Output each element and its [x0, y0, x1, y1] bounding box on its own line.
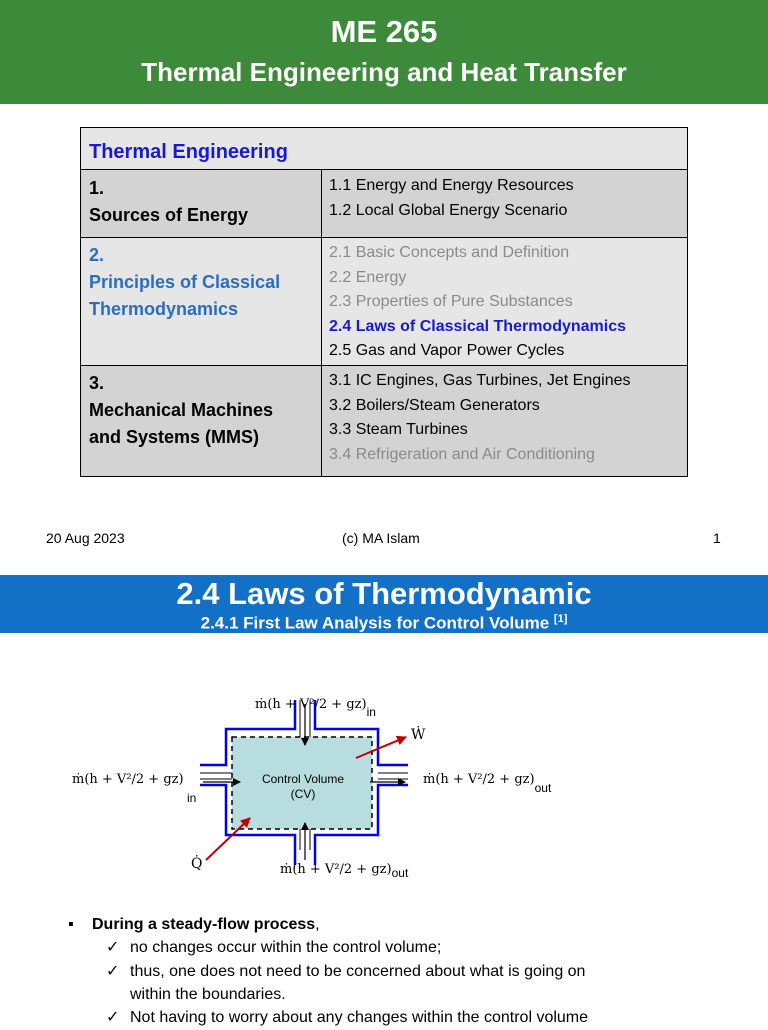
- topics-cell: [322, 366, 687, 477]
- flow-term-out-bottom: ṁ(h + V²/2 + gz)out: [280, 862, 409, 880]
- section-title: Thermodynamics: [89, 299, 239, 319]
- section-cell: [81, 366, 322, 477]
- flow-term-in-top: ṁ(h + V²/2 + gz)in: [255, 697, 376, 719]
- slide1-header: [0, 0, 768, 104]
- reference-marker: [1]: [553, 613, 568, 625]
- slide2-title: 2.4 Laws of Thermodynamic: [176, 576, 592, 611]
- table-header-row: [81, 128, 687, 170]
- check-item: no changes occur within the control volume;: [130, 939, 442, 956]
- section-number: 1.: [89, 178, 105, 198]
- topic-item: 1.1 Energy and Energy Resources: [329, 177, 574, 194]
- check-item: thus, one does not need to be concerned about what is going on: [130, 963, 586, 980]
- topic-item-current: 2.4 Laws of Classical Thermodynamics: [329, 317, 627, 335]
- section-title: Mechanical Machines: [89, 400, 274, 420]
- check-icon: ✓: [106, 1009, 120, 1026]
- flow-term-in-left-sub: in: [187, 791, 197, 805]
- flow-term-out-right: ṁ(h + V²/2 + gz)out: [423, 772, 552, 795]
- page-number: 1: [713, 530, 721, 546]
- slide2-header: [0, 575, 768, 633]
- topic-item: 3.3 Steam Turbines: [329, 421, 468, 438]
- course-code: ME 265: [330, 14, 438, 49]
- section-title: Principles of Classical: [89, 272, 281, 292]
- topics-cell: [322, 170, 687, 237]
- topic-item: 3.2 Boilers/Steam Generators: [329, 396, 540, 414]
- cv-label: Control Volume (CV): [261, 772, 345, 801]
- outline-table: [80, 127, 688, 477]
- heat-rate-symbol: Q̇: [191, 856, 203, 872]
- section-number: 2.: [89, 245, 105, 265]
- topic-item: 3.1 IC Engines, Gas Turbines, Jet Engines: [329, 372, 631, 389]
- table-row: [81, 238, 687, 366]
- check-icon: ✓: [106, 963, 120, 980]
- flow-term-in-left: ṁ(h + V²/2 + gz): [72, 772, 184, 787]
- topic-item: 2.2 Energy: [329, 268, 407, 286]
- footer-date: 20 Aug 2023: [46, 530, 125, 546]
- table-row: [81, 366, 687, 477]
- topic-item: 1.2 Local Global Energy Scenario: [329, 202, 568, 219]
- topic-item: 2.1 Basic Concepts and Definition: [329, 244, 570, 261]
- check-item: Not having to worry about any changes within the control volume: [130, 1009, 589, 1026]
- table-heading: Thermal Engineering: [89, 141, 288, 163]
- table-row: [81, 170, 687, 238]
- heat-arrow: [206, 818, 250, 860]
- topic-item: 3.4 Refrigeration and Air Conditioning: [329, 445, 595, 463]
- check-icon: ✓: [106, 939, 120, 956]
- section-cell: [81, 238, 322, 365]
- course-title: Thermal Engineering and Heat Transfer: [141, 57, 627, 87]
- check-item-continued: within the boundaries.: [130, 986, 286, 1003]
- work-rate-symbol: Ẇ: [411, 727, 426, 743]
- bullet-heading: During a steady-flow process,: [92, 916, 320, 933]
- slide2-subtitle: 2.4.1 First Law Analysis for Control Volume [1]: [200, 613, 568, 633]
- control-volume-diagram: [0, 690, 768, 890]
- section-cell: [81, 170, 322, 237]
- section-title: Sources of Energy: [89, 205, 249, 225]
- bullet-square: ▪: [68, 916, 74, 933]
- topic-item: 2.5 Gas and Vapor Power Cycles: [329, 342, 565, 359]
- section-number: 3.: [89, 373, 105, 393]
- topic-item: 2.3 Properties of Pure Substances: [329, 293, 573, 310]
- footer-credit: (c) MA Islam: [342, 530, 420, 546]
- topics-cell: [322, 238, 687, 365]
- section-title: and Systems (MMS): [89, 427, 260, 447]
